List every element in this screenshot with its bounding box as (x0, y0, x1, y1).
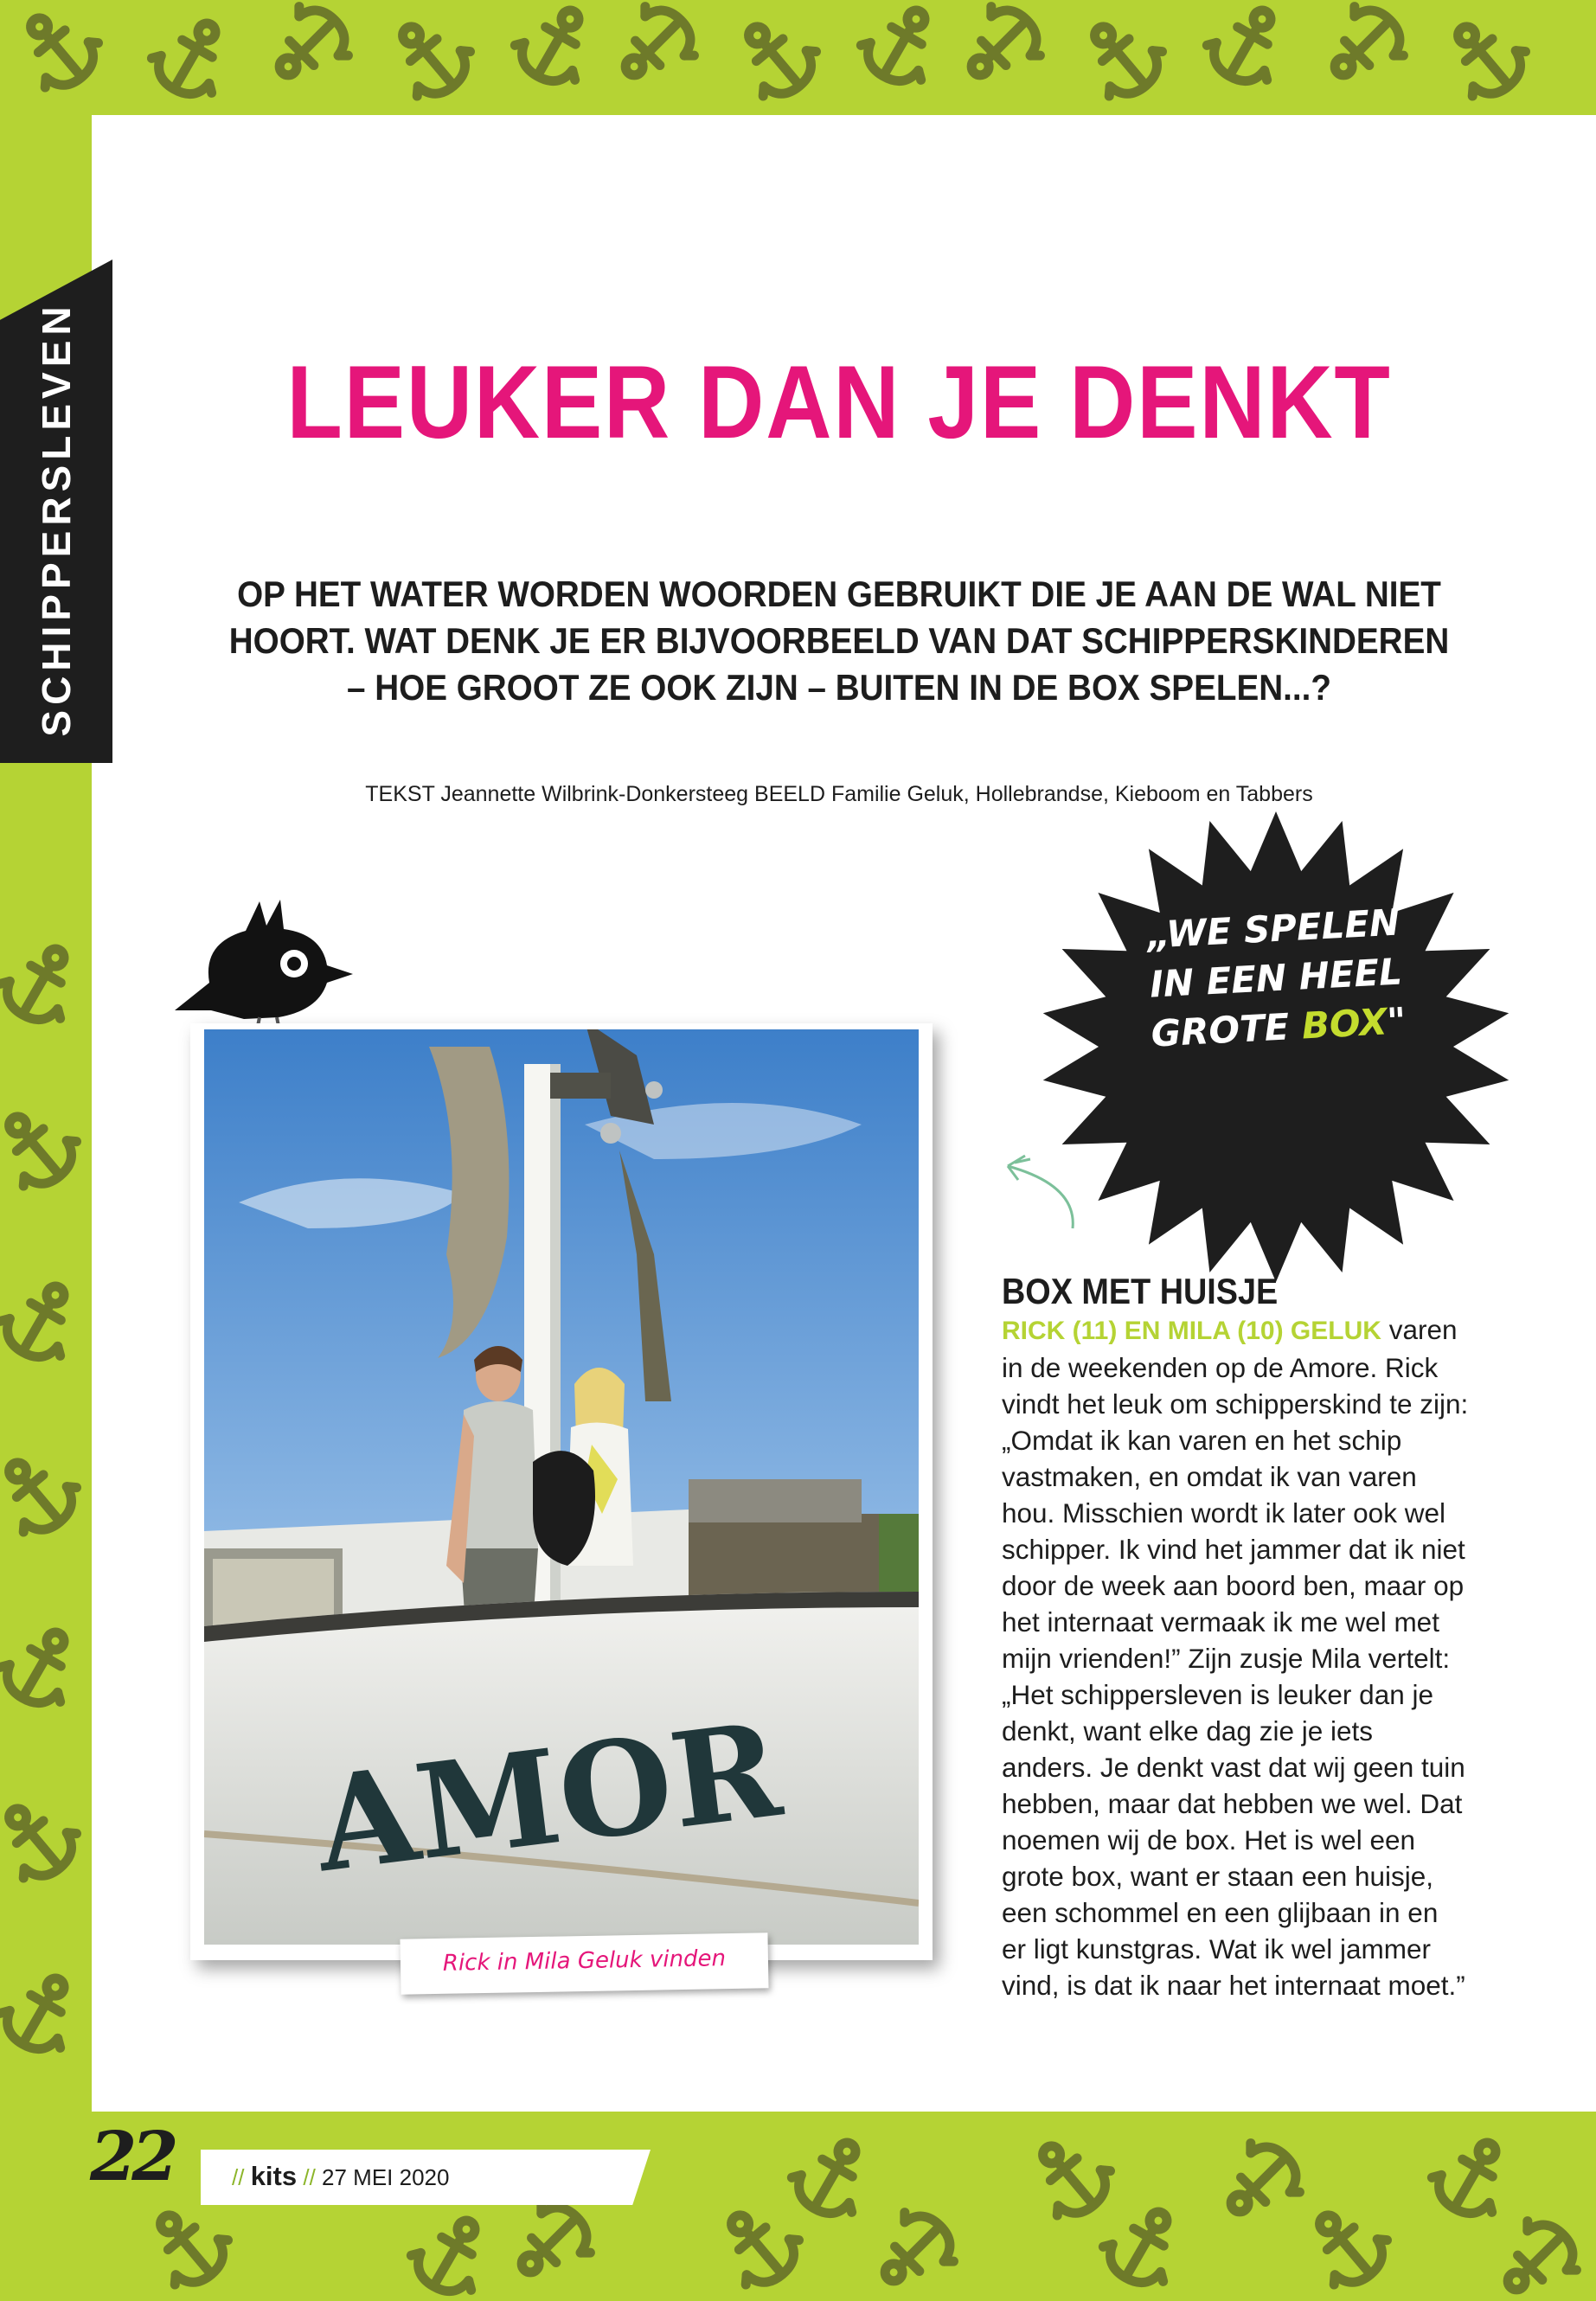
quote-close: " (1386, 999, 1407, 1043)
article-names: RICK (11) EN MILA (10) GELUK (1002, 1317, 1381, 1345)
family-photo (204, 1029, 919, 1945)
photo-caption-box (400, 1932, 768, 1994)
article-intro: OP HET WATER WORDEN WOORDEN GEBRUIKT DIE JE AAN DE WAL NIET HOORT. WAT DENK JE ER BIJVOORBEELD VAN DAT SCHIPPERSKINDEREN – HOE GROOT ZE OOK ZIJN – BUITEN IN DE BOX SPELEN...? (228, 574, 1450, 708)
article-subheading: BOX MET HUISJE (1002, 1271, 1279, 1311)
article-credits: TEKST Jeannette Wilbrink-Donkersteeg BEELD Familie Geluk, Hollebrandse, Kieboom en Tabbers (365, 782, 1313, 806)
starburst-quote (1138, 897, 1414, 1059)
article-title: LEUKER DAN JE DENKT (286, 344, 1392, 460)
photo-caption: Rick in Mila Geluk vinden (442, 1945, 727, 1977)
page-number: 22 (90, 2118, 174, 2196)
footer-separator-2: // (303, 2164, 316, 2190)
article-column (1002, 1272, 1469, 2003)
footer-separator: // (232, 2164, 245, 2190)
footer-brand: kits (250, 2161, 298, 2191)
anchor-pattern-top (8, 0, 1536, 108)
article-body (1002, 1311, 1469, 2003)
boat-name-text: AMOR (307, 1694, 789, 1902)
anchor-pattern-left (0, 933, 90, 2061)
footer (232, 2161, 449, 2192)
article-body-text: varen in de weekenden op de Amore. Rick vindt het leuk om schipperskind te zijn: „Omdat ik kan varen en het schip vastmaken, en omdat ik van varen hou. Misschien wordt ik later ook wel schipper. Ik vind het jammer dat ik niet door de week aan boord ben, maar op het internaat vermaak ik me wel met mijn vrienden!” Zijn zusje Mila vertelt: „Het schippersleven is leuker dan je denkt, want elke dag zie je iets anders. Je denkt vast dat wij geen tuin hebben, maar dat hebben we wel. Dat noemen wij de box. Het is wel een grote box, want er staan een huisje, een schommel en een glijbaan in en er ligt kunstgras. Wat ik wel jammer vind, is dat ik naar het internaat moet.” (1002, 1314, 1469, 2001)
quote-highlight: BOX (1300, 1000, 1388, 1048)
footer-date: 27 MEI 2020 (322, 2164, 450, 2190)
bird-icon (149, 881, 365, 1045)
quote-text: „WE SPELEN IN EEN HEEL GROTE (1145, 901, 1404, 1055)
section-tab-label: SCHIPPERSLEVEN (34, 301, 79, 737)
